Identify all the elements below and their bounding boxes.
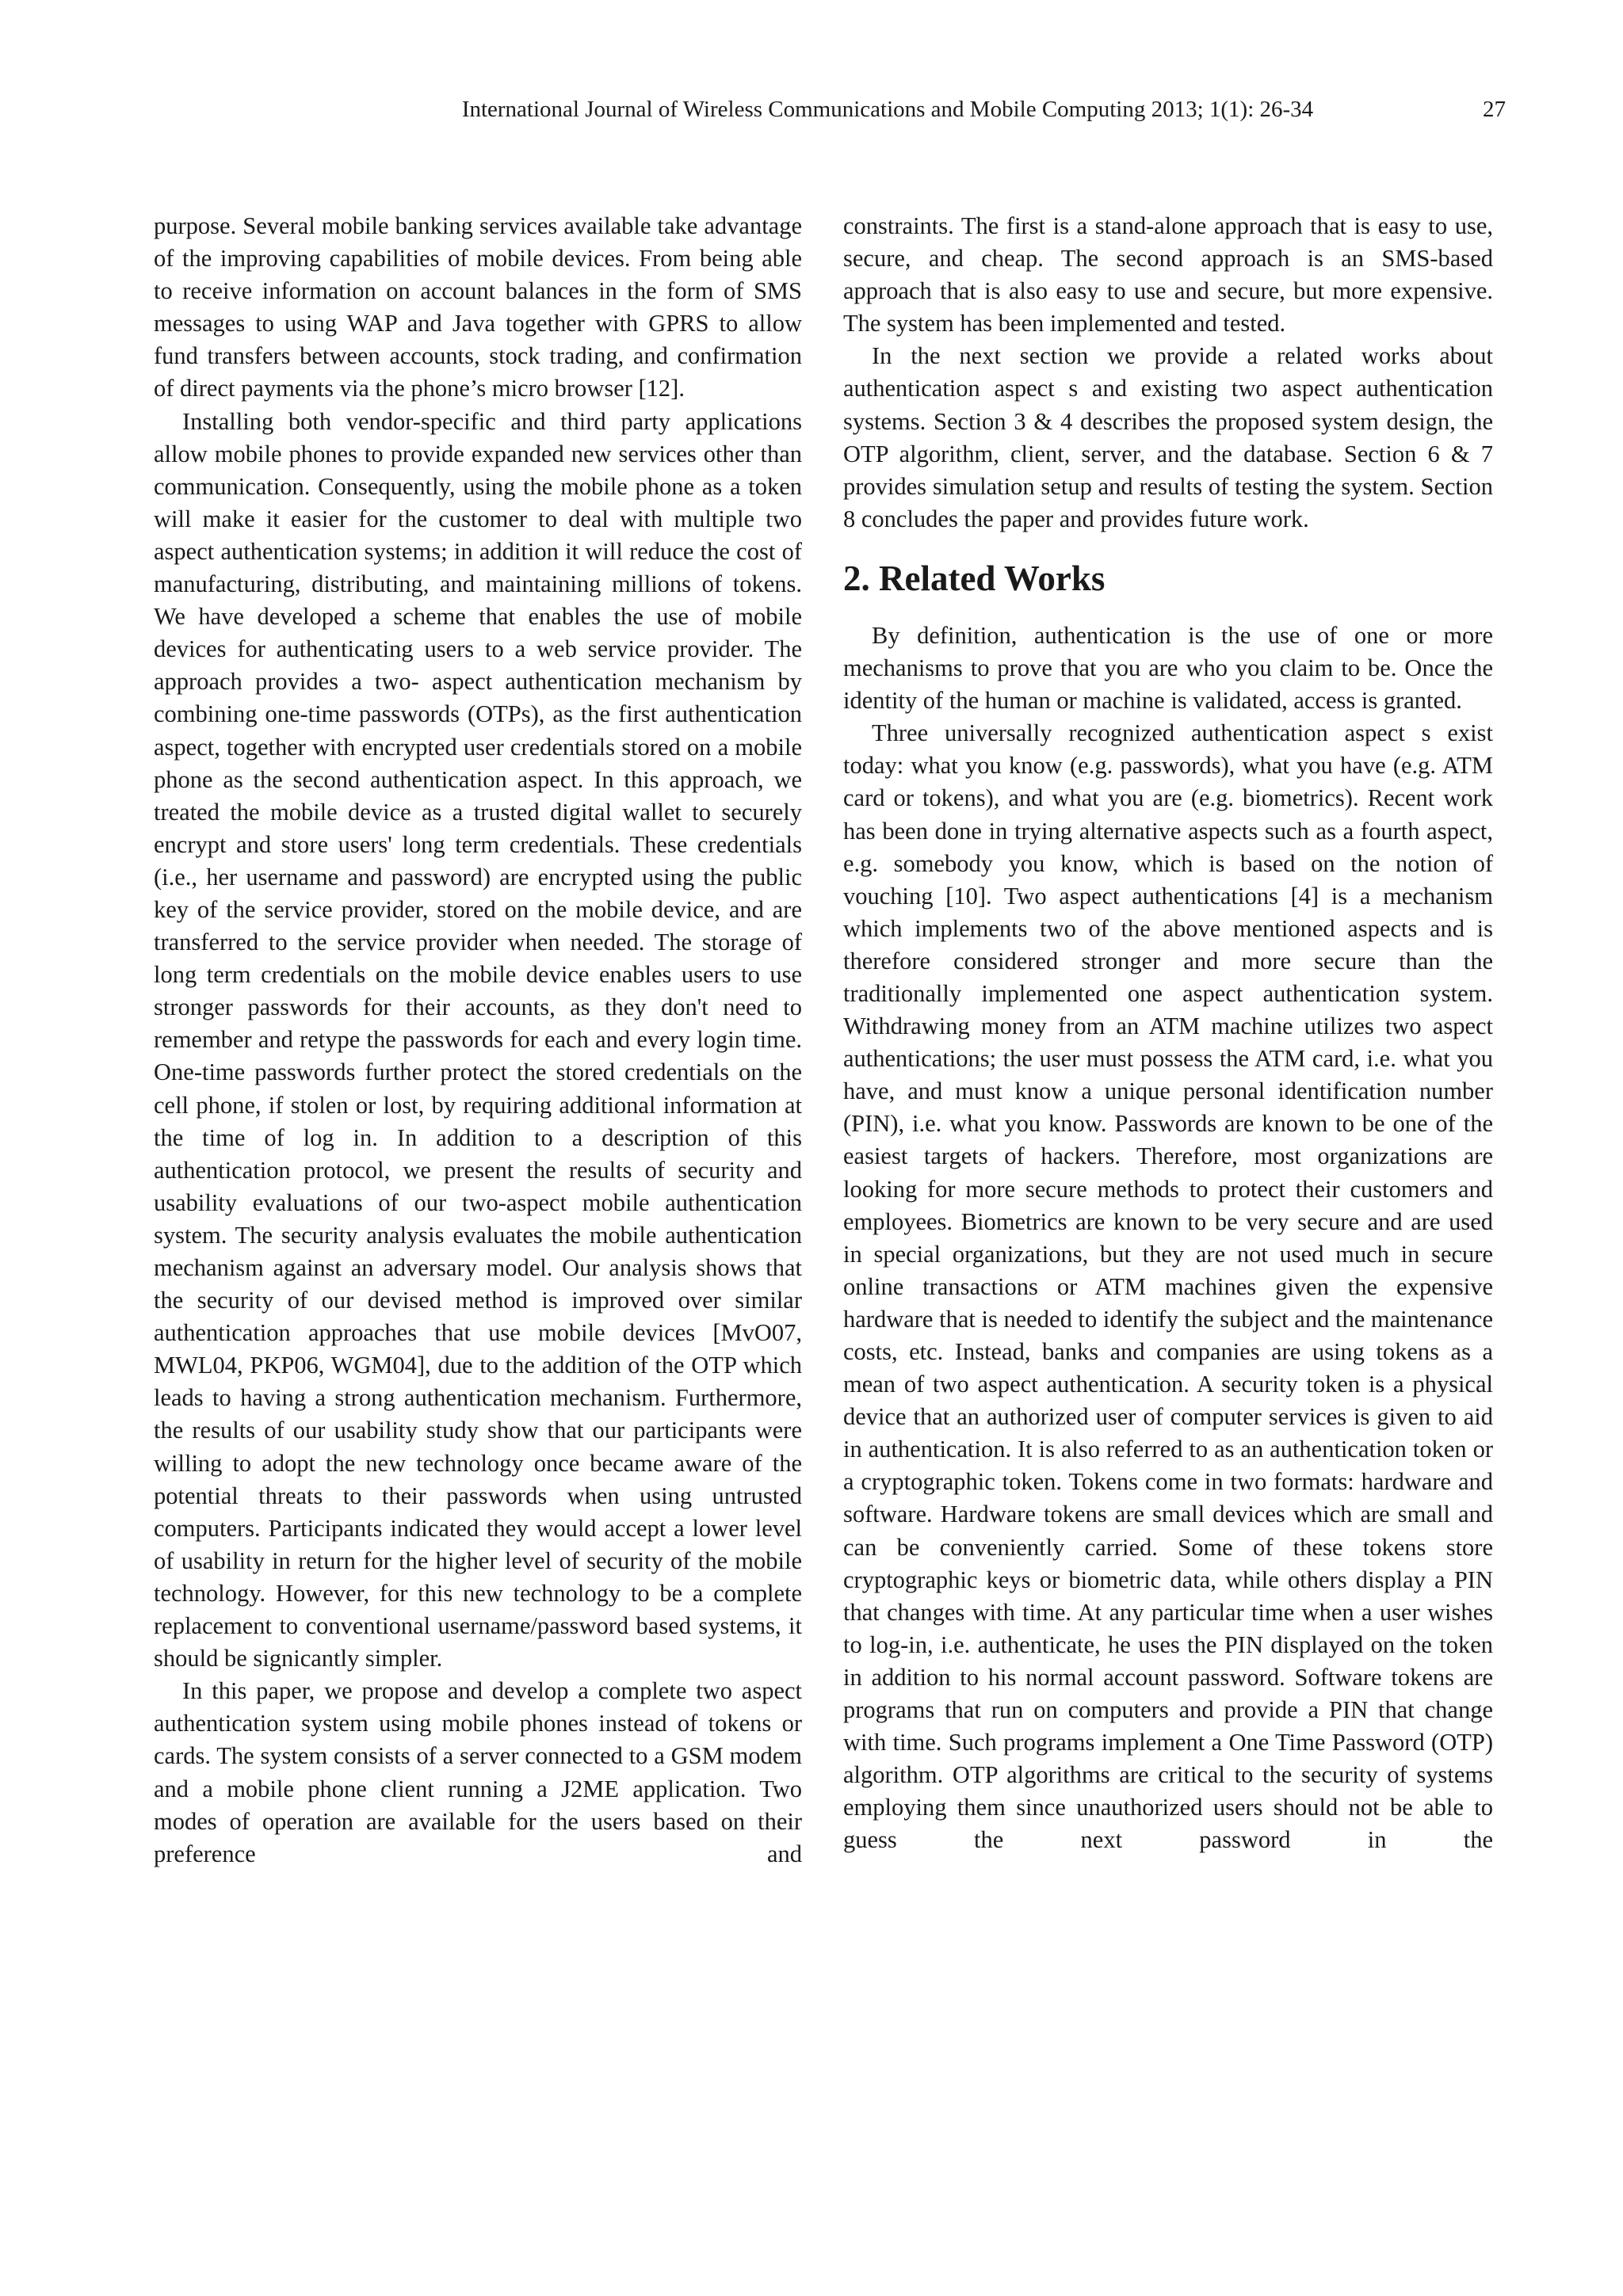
right-column xyxy=(843,210,1493,1857)
running-header: International Journal of Wireless Communications and Mobile Computing 2013; 1(1): 26-34 xyxy=(461,97,1314,122)
page-number: 27 xyxy=(1483,97,1506,122)
paragraph-vendor-applications: Installing both vendor-specific and third party applications allow mobile phones to provide expanded new services other than communication. Consequently, using the mobile phone as a token will make it easier for the customer to deal with multiple two aspect authentication systems; in addition it will reduce the cost of manufacturing, distributing, and maintaining millions of tokens. We have developed a scheme that enables the use of mobile devices for authenticating users to a web service provider. The approach provides a two- aspect authentication mechanism by combining one-time passwords (OTPs), as the first authentication aspect, together with encrypted user credentials stored on a mobile phone as the second authentication aspect. In this approach, we treated the mobile device as a trusted digital wallet to securely encrypt and store users' long term credentials. These credentials (i.e., her username and password) are encrypted using the public key of the service provider, stored on the mobile device, and are transferred to the service provider when needed. The storage of long term credentials on the mobile device enables users to use stronger passwords for their accounts, as they don't need to remember and retype the passwords for each and every login time. One-time passwords further protect the stored credentials on the cell phone, if stolen or lost, by requiring additional information at the time of log in. In addition to a description of this authentication protocol, we present the results of security and usability evaluations of our two-aspect mobile authentication system. The security analysis evaluates the mobile authentication mechanism against an adversary model. Our analysis shows that the security of our devised method is improved over similar authentication approaches that use mobile devices [MvO07, MWL04, PKP06, WGM04], due to the addition of the OTP which leads to having a strong authentication mechanism. Furthermore, the results of our usability study show that our participants were willing to adopt the new technology once became aware of the potential threats to their passwords when using untrusted computers. Participants indicated they would accept a lower level of usability in return for the higher level of security of the mobile technology. However, for this new technology to be a complete replacement to conventional username/password based systems, it should be signicantly simpler. xyxy=(154,407,802,1672)
paragraph-authentication-aspects: Three universally recognized authentication aspect s exist today: what you know (e.g. passwords), what you have (e.g. ATM card or tokens), and what you are (e.g. biometrics). Recent work has been done in trying alternative aspects such as a fourth aspect, e.g. somebody you know, which is based on the notion of vouching [10]. Two aspect authentications [4] is a mechanism which implements two of the above mentioned aspects and is therefore considered stronger and more secure than the traditionally implemented one aspect authentication system. Withdrawing money from an ATM machine utilizes two aspect authentications; the user must possess the ATM card, i.e. what you have, and must know a unique personal identification number (PIN), i.e. what you know. Passwords are known to be one of the easiest targets of hackers. Therefore, most organizations are looking for more secure methods to protect their customers and employees. Biometrics are known to be very secure and are used in special organizations, but they are not used much in secure online transactions or ATM machines given the expensive hardware that is needed to identify the subject and the maintenance costs, etc. Instead, banks and companies are using tokens as a mean of two aspect authentication. A security token is a physical device that an authorized user of computer services is given to aid in authentication. It is also referred to as an authentication token or a cryptographic token. Tokens come in two formats: hardware and software. Hardware tokens are small devices which are small and can be conveniently carried. Some of these tokens store cryptographic keys or biometric data, while others display a PIN that changes with time. At any particular time when a user wishes to log-in, i.e. authenticate, he uses the PIN displayed on the token in addition to his normal account password. Software tokens are programs that run on computers and provide a PIN that change with time. Such programs implement a One Time Password (OTP) algorithm. OTP algorithms are critical to the security of systems employing them since unauthorized users should not be able to guess the next password in the xyxy=(843,719,1493,1854)
paragraph-authentication-definition: By definition, authentication is the use of one or more mechanisms to prove that you are who you claim to be. Once the identity of the human or machine is validated, access is granted. xyxy=(843,621,1493,715)
paragraph-constraints: constraints. The first is a stand-alone approach that is easy to use, secure, and cheap. The second approach is an SMS-based approach that is also easy to use and secure, but more expensive. The system has been implemented and tested. xyxy=(843,212,1493,338)
section-heading-related-works: 2. Related Works xyxy=(843,558,1106,598)
paragraph-mobile-banking: purpose. Several mobile banking services available take advantage of the improving capabilities of mobile devices. From being able to receive information on account balances in the form of SMS messages to using WAP and Java together with GPRS to allow fund transfers between accounts, stock trading, and confirmation of direct payments via the phone’s micro browser [12]. xyxy=(154,212,802,402)
paragraph-proposed-system: In this paper, we propose and develop a complete two aspect authentication system using mobile phones instead of tokens or cards. The system consists of a server connected to a GSM modem and a mobile phone client running a J2ME application. Two modes of operation are available for the users based on their preference and xyxy=(154,1677,802,1867)
paragraph-paper-outline: In the next section we provide a related works about authentication aspect s and existing two aspect authentication systems. Section 3 & 4 describes the proposed system design, the OTP algorithm, client, server, and the database. Section 6 & 7 provides simulation setup and results of testing the system. Section 8 concludes the paper and provides future work. xyxy=(843,342,1493,532)
left-column xyxy=(154,210,802,1871)
